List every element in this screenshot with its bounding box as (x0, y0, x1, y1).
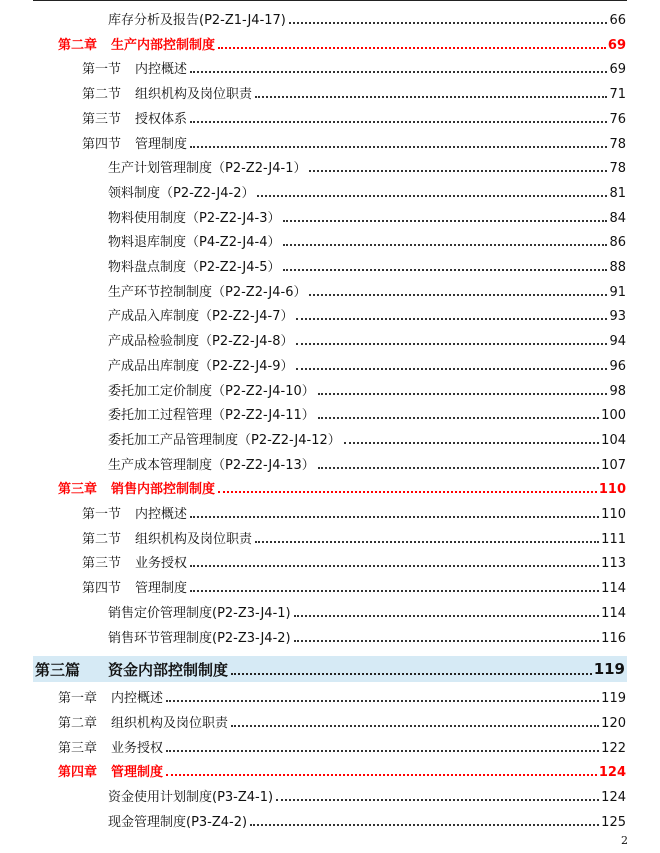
dot-leader (190, 516, 599, 518)
toc-entry-label (82, 503, 187, 522)
toc-entry[interactable] (108, 230, 626, 250)
toc-entry-label (58, 687, 163, 706)
toc-entry[interactable] (82, 107, 626, 127)
toc-entry[interactable] (82, 576, 626, 596)
toc-entry-number: 第二节 (82, 87, 122, 103)
dot-leader (289, 22, 608, 24)
toc-entry-label (58, 34, 215, 53)
toc-entry-number: 第二章 (58, 37, 98, 53)
toc-entry-number: 产成品检验制度（P2-Z2-J4-8） (108, 334, 294, 350)
dot-leader (257, 195, 607, 197)
toc-page-number: 91 (609, 284, 626, 300)
dot-leader (190, 590, 599, 592)
toc-entry[interactable] (108, 601, 626, 621)
toc-entry-number: 第三章 (58, 482, 98, 498)
dot-leader (190, 565, 599, 567)
toc-entry[interactable] (58, 760, 626, 780)
toc-page-number: 120 (601, 715, 626, 731)
toc-entry-title: 内控概述 (111, 691, 164, 707)
toc-entry[interactable] (82, 527, 626, 547)
toc-entry-label (108, 281, 306, 300)
toc-page-number: 107 (601, 457, 626, 473)
toc-page-number: 113 (601, 556, 626, 572)
toc-entry-title: 业务授权 (111, 740, 164, 756)
toc-entry[interactable] (108, 8, 626, 28)
toc-entry[interactable] (58, 33, 626, 53)
toc-entry-title: 组织机构及岗位职责 (111, 715, 229, 731)
toc-entry[interactable] (108, 255, 626, 275)
toc-entry-number: 销售环节管理制度(P2-Z3-J4-2) (108, 630, 291, 646)
toc-entry-number: 委托加工产品管理制度（P2-Z2-J4-12） (108, 432, 341, 448)
toc-entry-label (108, 305, 293, 324)
toc-page-number: 71 (609, 87, 626, 103)
toc-entry-label (108, 355, 293, 374)
toc-entry-number: 生产环节控制制度（P2-Z2-J4-6） (108, 284, 307, 300)
toc-entry-title: 管理制度 (111, 765, 164, 781)
toc-entry-number: 产成品入库制度（P2-Z2-J4-7） (108, 309, 294, 325)
toc-entry[interactable] (108, 156, 626, 176)
toc-page-number: 104 (601, 432, 626, 448)
dot-leader (218, 47, 606, 49)
toc-entry-number: 第三篇 (35, 660, 81, 679)
toc-entry-number: 资金使用计划制度(P3-Z4-1) (108, 790, 274, 805)
toc-page-number: 78 (609, 161, 626, 177)
toc-page-number: 94 (609, 334, 626, 350)
toc-page-number: 119 (593, 660, 625, 679)
toc-entry-label (108, 454, 315, 473)
toc-entry-label (82, 83, 252, 102)
toc-entry-number: 第二节 (82, 531, 122, 547)
toc-entry-title: 资金内部控制制度 (108, 660, 229, 679)
dot-leader (250, 824, 599, 826)
dot-leader (296, 318, 607, 320)
toc-entry-label (108, 9, 286, 28)
toc-entry[interactable] (108, 206, 626, 226)
toc-entry-label (58, 737, 163, 756)
toc-entry[interactable] (108, 280, 626, 300)
dot-leader (276, 799, 599, 801)
dot-leader (283, 269, 607, 271)
toc-entry-number: 物料盘点制度（P2-Z2-J4-5） (108, 260, 281, 275)
toc-page-number: 110 (601, 507, 626, 522)
toc-entry[interactable] (33, 656, 627, 682)
toc-entry-title: 生产内部控制制度 (111, 37, 216, 53)
toc-entry-number: 第三节 (82, 556, 122, 572)
toc-entry-number: 销售定价管理制度(P2-Z3-J4-1) (108, 605, 291, 621)
toc-page-number: 119 (601, 691, 626, 707)
toc-entry-title: 内控概述 (135, 62, 188, 78)
toc-page-number: 78 (609, 136, 626, 152)
dot-leader (318, 417, 599, 419)
dot-leader (255, 541, 599, 543)
toc-page-number: 124 (598, 765, 626, 781)
toc-entry-number: 第四章 (58, 765, 98, 781)
toc-page-number: 124 (601, 790, 626, 805)
toc-entry-label (108, 157, 306, 176)
toc-entry-label (58, 712, 228, 731)
toc-page-number: 116 (601, 630, 626, 646)
toc-entry[interactable] (108, 354, 626, 374)
toc-entry-label (82, 552, 187, 571)
toc-page-number: 86 (609, 235, 626, 251)
toc-entry[interactable] (82, 132, 626, 152)
toc-page-number: 69 (609, 62, 626, 78)
toc-entry-number: 第三章 (58, 740, 98, 756)
toc-entry[interactable] (108, 379, 626, 399)
toc-entry-number: 第四节 (82, 136, 122, 152)
toc-entry-label (108, 330, 293, 349)
dot-leader (231, 673, 592, 675)
toc-page-number: 93 (609, 309, 626, 325)
toc-entry[interactable] (82, 82, 626, 102)
toc-page-number: 100 (601, 408, 626, 424)
dot-leader (294, 615, 600, 617)
toc-entry-label (108, 404, 315, 423)
toc-entry-label (108, 429, 341, 448)
toc-entry-number: 委托加工定价制度（P2-Z2-J4-10） (108, 383, 315, 399)
dot-leader (190, 71, 607, 73)
toc-entry[interactable] (58, 736, 626, 756)
toc-page-number: 66 (609, 13, 626, 28)
dot-leader (218, 491, 597, 493)
toc-entry-label (108, 811, 247, 830)
toc-entry-label (82, 108, 187, 127)
toc-entry[interactable] (108, 428, 626, 448)
toc-entry[interactable] (58, 711, 626, 731)
dot-leader (166, 750, 599, 752)
dot-leader (318, 393, 608, 395)
toc-entry[interactable] (108, 329, 626, 349)
toc-entry-number: 产成品出库制度（P2-Z2-J4-9） (108, 358, 294, 374)
toc-entry-number: 委托加工过程管理（P2-Z2-J4-11） (108, 408, 315, 424)
toc-page-number: 114 (601, 581, 626, 597)
toc-page-number: 76 (609, 111, 626, 127)
toc-entry-label (108, 256, 280, 275)
toc-entry[interactable] (108, 626, 626, 646)
dot-leader (255, 96, 607, 98)
toc-entry[interactable] (108, 785, 626, 805)
toc-entry[interactable] (58, 686, 626, 706)
toc-page-number: 110 (598, 482, 626, 498)
toc-entry-label (82, 528, 252, 547)
dot-leader (166, 700, 599, 702)
dot-leader (190, 121, 607, 123)
toc-entry-title: 业务授权 (135, 556, 188, 572)
dot-leader (283, 220, 607, 222)
dot-leader (309, 170, 607, 172)
toc-entry-label (108, 627, 291, 646)
toc-entry-number: 生产成本管理制度（P2-Z2-J4-13） (108, 457, 315, 473)
toc-entry-label (35, 659, 228, 680)
toc-entry-label (108, 231, 280, 250)
toc-page-number: 111 (601, 531, 626, 547)
toc-entry[interactable] (108, 181, 626, 201)
dot-leader (231, 725, 599, 727)
toc-page-number: 96 (609, 358, 626, 374)
dot-leader (309, 294, 607, 296)
toc-page-number: 69 (607, 37, 626, 53)
toc-entry-number: 第一章 (58, 691, 98, 707)
toc-entry[interactable] (58, 477, 626, 497)
toc-entry-label (108, 380, 315, 399)
toc-entry-title: 销售内部控制制度 (111, 482, 216, 498)
toc-entry-number: 生产计划管理制度（P2-Z2-J4-1） (108, 161, 307, 177)
toc-entry-label (108, 182, 254, 201)
toc-entry-number: 第四节 (82, 581, 122, 597)
dot-leader (294, 640, 600, 642)
toc-entry-label (108, 207, 280, 226)
toc-entry-title: 内控概述 (135, 507, 188, 522)
toc-page-number: 114 (601, 605, 626, 621)
toc-entry-title: 组织机构及岗位职责 (135, 87, 253, 103)
toc-entry-number: 库存分析及报告(P2-Z1-J4-17) (108, 13, 286, 28)
toc-page-number: 98 (609, 383, 626, 399)
header-rule (33, 0, 627, 1)
dot-leader (166, 774, 597, 776)
toc-entry-label (108, 602, 291, 621)
toc-entry-label (82, 133, 187, 152)
toc-entry-title: 组织机构及岗位职责 (135, 531, 253, 547)
toc-entry-title: 管理制度 (135, 581, 188, 597)
toc-entry[interactable] (108, 304, 626, 324)
toc-entry-number: 第三节 (82, 111, 122, 127)
dot-leader (296, 368, 607, 370)
toc-page-number: 84 (609, 210, 626, 226)
toc-entry[interactable] (82, 57, 626, 77)
dot-leader (283, 244, 607, 246)
dot-leader (344, 442, 599, 444)
toc-entry-label (82, 577, 187, 596)
page-number: 2 (621, 834, 628, 847)
dot-leader (296, 343, 607, 345)
toc-entry-title: 管理制度 (135, 136, 188, 152)
toc-entry[interactable] (82, 551, 626, 571)
toc-entry-number: 第二章 (58, 715, 98, 731)
dot-leader (318, 467, 599, 469)
toc-entry[interactable] (82, 502, 626, 522)
toc-entry-number: 第一节 (82, 62, 122, 78)
toc-page-number: 81 (609, 185, 626, 201)
toc-entry-number: 现金管理制度(P3-Z4-2) (108, 814, 248, 830)
toc-entry[interactable] (108, 453, 626, 473)
toc-entry-number: 物料使用制度（P2-Z2-J4-3） (108, 210, 281, 226)
toc-page-number: 122 (601, 740, 626, 756)
toc-entry-label (58, 478, 215, 497)
dot-leader (190, 146, 607, 148)
toc-entry-label (108, 786, 273, 805)
toc-entry-label (58, 761, 163, 780)
toc-entry-number: 第一节 (82, 507, 122, 522)
toc-entry-title: 授权体系 (135, 111, 188, 127)
toc-entry[interactable] (108, 810, 626, 830)
toc-page-number: 125 (601, 814, 626, 830)
toc-page-number: 88 (609, 260, 626, 275)
toc-entry-number: 物料退库制度（P4-Z2-J4-4） (108, 235, 281, 251)
toc-entry-label (82, 58, 187, 77)
toc-entry[interactable] (108, 403, 626, 423)
toc-entry-number: 领料制度（P2-Z2-J4-2） (108, 185, 255, 201)
